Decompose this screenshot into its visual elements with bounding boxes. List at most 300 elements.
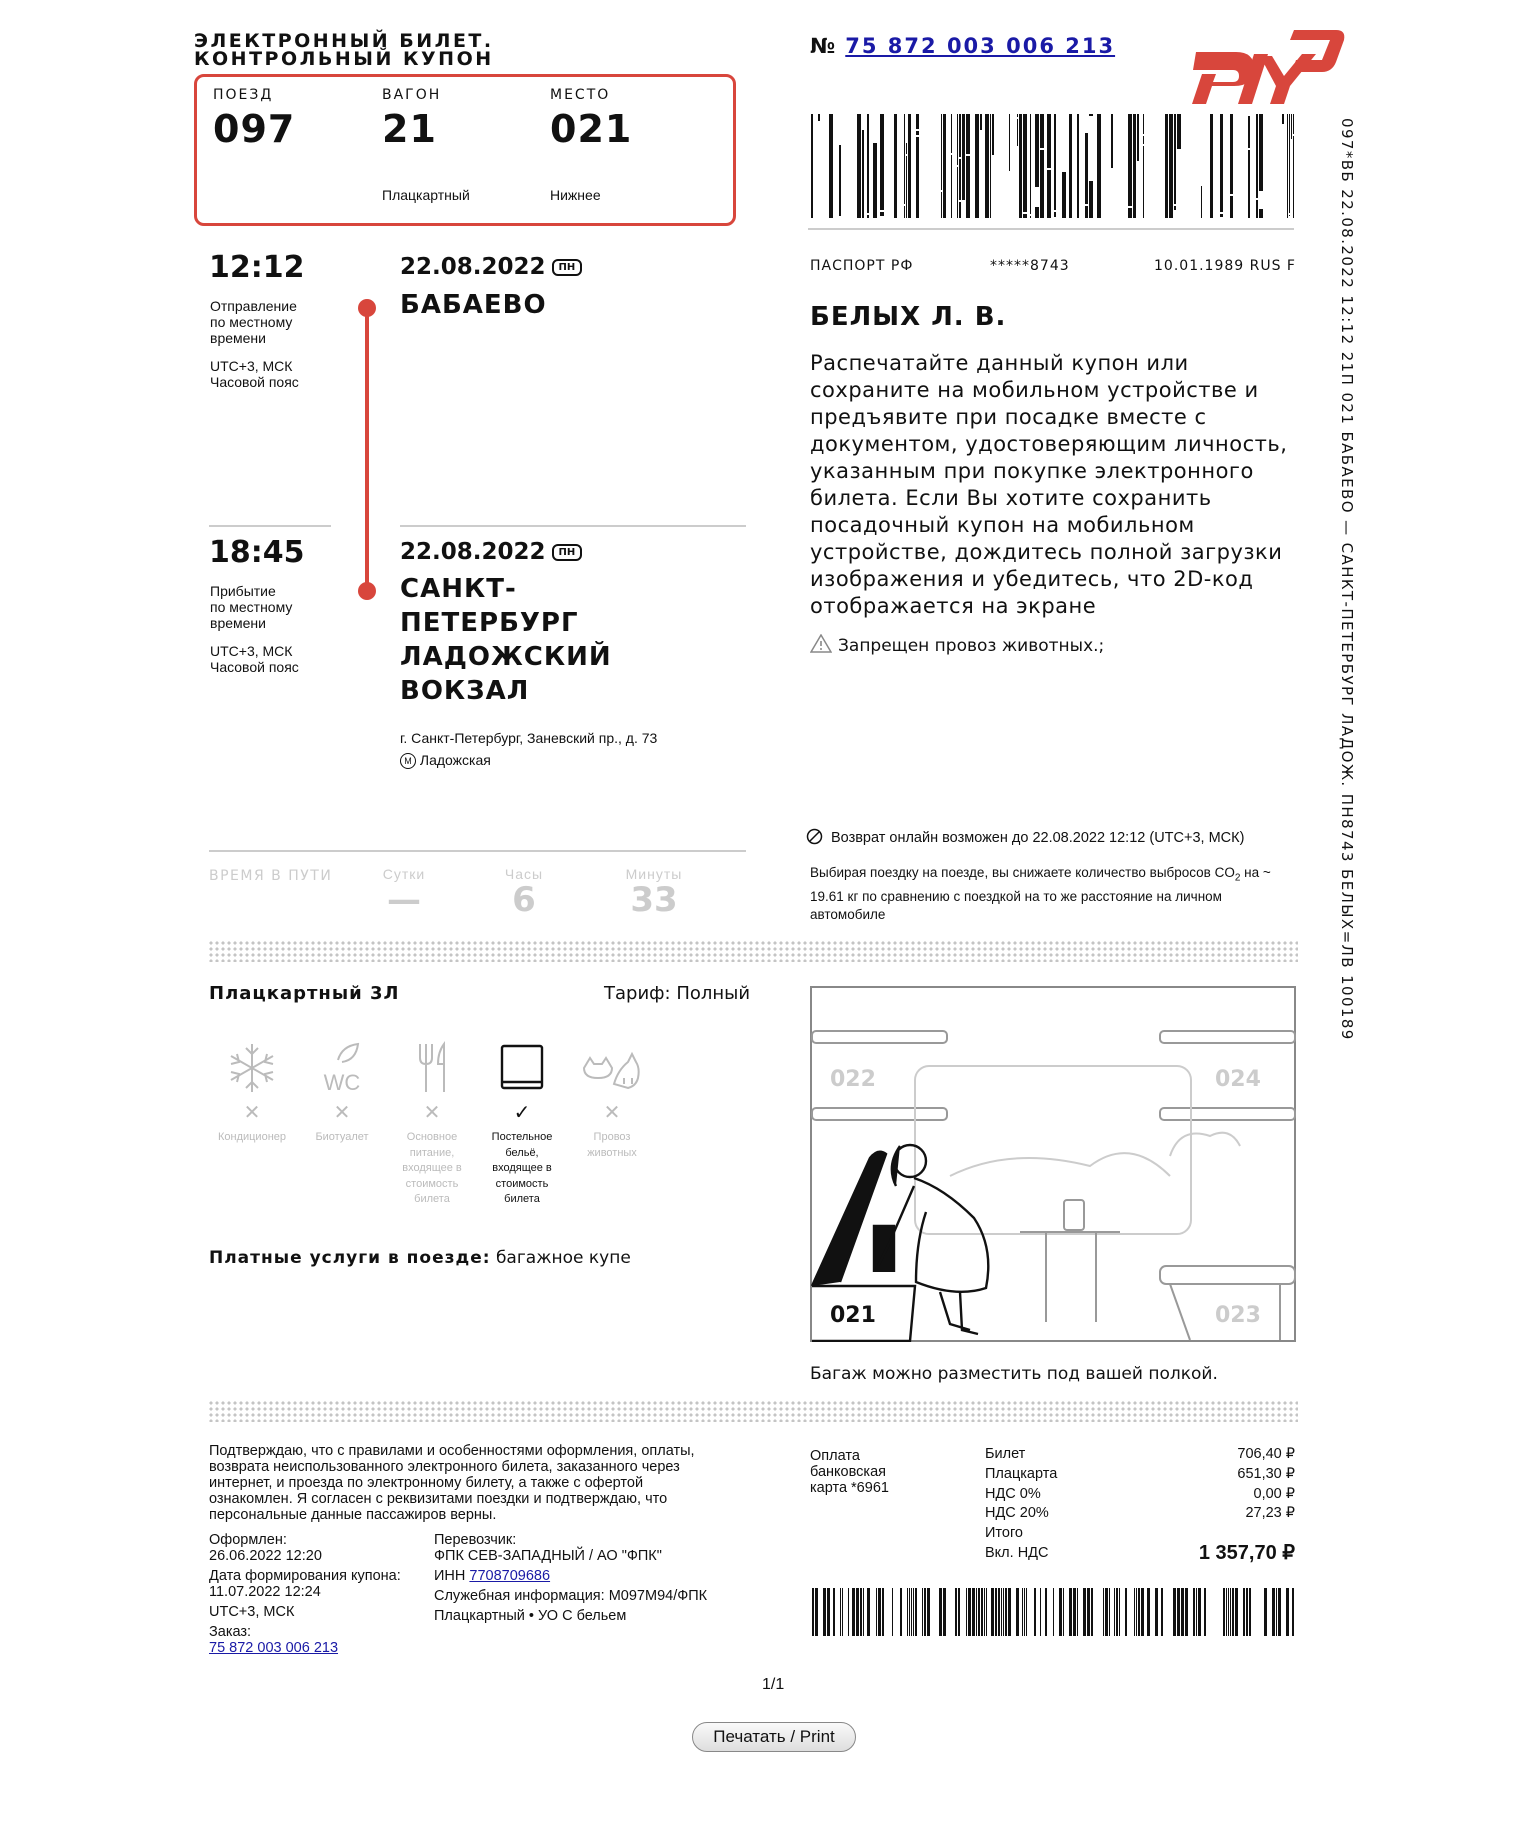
barcode-bar [1054, 212, 1056, 217]
ticket-number-link[interactable]: 75 872 003 006 213 [845, 34, 1116, 58]
barcode-bar [1133, 114, 1136, 218]
barcode-bar [1016, 1588, 1019, 1636]
barcode-bar [1141, 1588, 1144, 1636]
amenity-label: Постельное бельё, входящее в стоимость билета [491, 1131, 553, 1205]
amenity-status: ✕ [603, 1100, 621, 1124]
amenity-label: Основное питание, входящее в стоимость билета [402, 1131, 462, 1205]
total-label-2: Вкл. НДС [985, 1544, 1049, 1561]
barcode-bar [1008, 1588, 1011, 1636]
barcode-bar [1177, 114, 1181, 149]
barcode-bar [1035, 207, 1039, 218]
barcode-bar [990, 114, 991, 218]
minutes-label: Минуты [625, 866, 683, 882]
barcode-bar [1193, 1588, 1195, 1636]
barcode-bar [906, 143, 907, 154]
barcode-bar [1230, 196, 1233, 218]
no-refund-icon [806, 828, 823, 845]
amenity-status: ✕ [423, 1100, 441, 1124]
barcode-bar [998, 1588, 1000, 1636]
barcode-bar [1128, 114, 1132, 206]
car-block [382, 87, 441, 151]
amenity-label: Биотуалет [315, 1131, 369, 1143]
barcode-bar [1053, 1588, 1054, 1636]
travel-minutes [612, 866, 696, 918]
barcode-bar [1138, 1588, 1140, 1636]
barcode-bar [1023, 114, 1027, 212]
barcode-bar [1198, 1588, 1201, 1636]
departure-note: Отправление по местному времени [210, 298, 297, 346]
barcode-bar [941, 114, 942, 190]
barcode-bar [1278, 1588, 1281, 1636]
barcode-bar [1143, 136, 1144, 144]
barcode-bar [927, 1588, 930, 1636]
barcode-bar [1264, 1588, 1267, 1636]
barcode-bar [978, 1588, 980, 1636]
divider [209, 850, 746, 852]
barcode-bar [985, 114, 989, 218]
eco-text-2: на ~ 19.61 кг по сравнению с поездкой на то же расстояние на личном автомобиле [810, 865, 1271, 922]
price-value: 651,30 ₽ [1237, 1465, 1295, 1482]
seat-type: Нижнее [550, 187, 601, 203]
seat-022-label: 022 [830, 1067, 876, 1092]
service-info: Служебная информация: М097М94/ФПК [434, 1588, 708, 1604]
price-row-platzkart [985, 1465, 1295, 1485]
barcode-bar [1030, 216, 1031, 218]
wc-icon [316, 1040, 368, 1096]
barcode-bar [878, 1588, 881, 1636]
pets-icon [580, 1040, 644, 1096]
departure-date-text: 22.08.2022 [400, 254, 546, 280]
inn-row [434, 1568, 707, 1584]
barcode-bar [1293, 136, 1294, 218]
barcode-bar [991, 1588, 994, 1636]
hours-value: 6 [512, 880, 536, 920]
barcode-bar [900, 1588, 902, 1636]
barcode-bar [862, 130, 864, 218]
barcode-bar [1235, 1588, 1238, 1636]
barcode-bar [907, 1588, 908, 1636]
barcode-bar [840, 1588, 841, 1636]
barcode-bar [1181, 1588, 1184, 1636]
barcode-bar [1034, 1588, 1036, 1636]
barcode-bar [1232, 1588, 1234, 1636]
barcode-bar [972, 1588, 975, 1636]
barcode-bar [904, 114, 905, 204]
minutes-value: 33 [630, 880, 678, 920]
barcode-bar [966, 156, 970, 218]
2d-barcode [808, 114, 1294, 218]
barcode-bar [818, 114, 820, 121]
barcode-bar [856, 1588, 859, 1636]
barcode-bar [916, 131, 919, 135]
barcode-bar [1040, 114, 1044, 148]
barcode-bar [1111, 114, 1113, 168]
barcode-bar [1147, 1588, 1150, 1636]
barcode-bar [1073, 1588, 1076, 1636]
ticket-title: ЭЛЕКТРОННЫЙ БИЛЕТ. КОНТРОЛЬНЫЙ КУПОН [194, 30, 494, 70]
amenity-status: ✕ [243, 1100, 261, 1124]
barcode-bar [815, 1588, 818, 1636]
barcode-bar [924, 1588, 926, 1636]
barcode-bar [957, 114, 958, 165]
barcode-bar [1017, 114, 1018, 117]
barcode-bar [1023, 214, 1027, 218]
amenity-label: Кондиционер [217, 1131, 287, 1143]
barcode-bar [1125, 1588, 1127, 1636]
barcode-bar [1220, 114, 1223, 212]
barcode-bar [1289, 114, 1290, 213]
metro-name: Ладожская [419, 752, 491, 768]
barcode-bar [1230, 114, 1233, 194]
amenity-bedding [481, 1040, 563, 1208]
travel-days [362, 866, 446, 918]
price-label: НДС 20% [985, 1505, 1049, 1522]
barcode-bar [1291, 114, 1292, 139]
barcode-bar [1026, 1588, 1027, 1636]
svg-text:WC: WC [323, 1070, 361, 1095]
barcode-bar [1109, 1588, 1110, 1636]
barcode-bar [1174, 206, 1176, 210]
barcode-bar [867, 114, 869, 213]
arrival-dow-badge: ПН [552, 544, 583, 561]
barcode-bar [1017, 119, 1018, 146]
barcode-bar [1248, 116, 1250, 148]
barcode-bar [894, 114, 897, 218]
number-prefix: № [810, 34, 838, 58]
barcode-bar [1276, 1588, 1277, 1636]
animal-warning [810, 634, 1104, 656]
barcode-bar [823, 1588, 826, 1636]
issued-value: 26.06.2022 12:20 [209, 1548, 322, 1564]
ticket-number [810, 34, 1115, 58]
barcode-bar [909, 1588, 910, 1636]
issued-label: Оформлен: [209, 1532, 287, 1548]
barcode-bar [984, 1588, 985, 1636]
amenity-air-conditioning [211, 1040, 293, 1146]
amenity-meals [391, 1040, 473, 1208]
arrival-date [400, 539, 582, 565]
arrival-address: г. Санкт-Петербург, Заневский пр., д. 73 [400, 730, 658, 746]
barcode-bar [1019, 114, 1022, 218]
price-row-ticket [985, 1445, 1295, 1465]
car-class: Плацкартный 3Л [209, 983, 400, 1004]
departure-dow-badge: ПН [552, 259, 583, 276]
barcode-bar [1091, 1588, 1093, 1636]
travel-time-label: ВРЕМЯ В ПУТИ [209, 868, 333, 884]
arrival-dot [358, 582, 376, 600]
barcode-bar [992, 114, 994, 155]
seat-block [550, 87, 632, 151]
carrier-value: ФПК СЕВ-ЗАПАДНЫЙ / АО "ФПК" [434, 1548, 662, 1564]
barcode-bar [1105, 1588, 1108, 1636]
barcode-bar [1085, 133, 1088, 204]
price-row-vat20 [985, 1504, 1295, 1524]
barcode-bar [966, 114, 970, 154]
barcode-bar [1226, 1588, 1227, 1636]
metro-station [400, 752, 491, 769]
arrival-terminal-line1: ЛАДОЖСКИЙ [400, 642, 612, 672]
paid-services-value: багажное купе [495, 1248, 631, 1268]
fork-knife-icon [406, 1040, 458, 1096]
barcode-bar [1293, 114, 1294, 134]
hours-label: Часы [504, 866, 544, 882]
warning-text: Запрещен провоз животных.; [838, 636, 1105, 656]
barcode-bar [1248, 150, 1250, 218]
barcode-bar [1009, 114, 1010, 171]
total-label [985, 1524, 1048, 1564]
departure-station: БАБАЕВО [400, 290, 547, 320]
barcode-bar [829, 114, 833, 218]
barcode-bar [876, 1588, 877, 1636]
barcode-bar [916, 114, 919, 129]
coupon-date-label: Дата формирования купона: [209, 1568, 401, 1584]
dotted-separator [208, 1400, 1298, 1422]
barcode-bar [1077, 1588, 1078, 1636]
barcode-bar [913, 1588, 914, 1636]
barcode-bar [1119, 1588, 1120, 1636]
barcode-bar [1228, 1588, 1229, 1636]
seat-location-illustration [810, 986, 1296, 1342]
divider [400, 525, 746, 527]
travel-hours [482, 866, 566, 918]
doc-type: ПАСПОРТ РФ [810, 258, 914, 274]
barcode-bar [1040, 150, 1044, 218]
barcode-bar [1054, 114, 1056, 210]
total-value: 1 357,70 ₽ [1198, 1541, 1295, 1564]
barcode-bar [1069, 1588, 1072, 1636]
barcode-bar [1272, 1588, 1275, 1636]
barcode-bar [1022, 1588, 1023, 1636]
barcode-bar [882, 1588, 884, 1636]
coupon-date-value: 11.07.2022 12:24 [209, 1584, 321, 1600]
carrier-block [434, 1532, 707, 1624]
divider [808, 228, 1294, 230]
print-button[interactable]: Печатать / Print [692, 1722, 856, 1752]
days-label: Сутки [382, 866, 426, 882]
departure-time: 12:12 [209, 250, 305, 285]
barcode-bar [1223, 1588, 1225, 1636]
seat-023-label: 023 [1215, 1303, 1261, 1328]
barcode-bar [1134, 1588, 1135, 1636]
side-ticket-summary: 097*ВБ 22.08.2022 12:12 21П 021 БАБАЕВО — САНКТ-ПЕТЕРБУРГ ЛАДОЖ. ПН8743 БЕЛЫХ=ЛВ 100189 [1338, 118, 1356, 1041]
barcode-bar [1292, 1588, 1294, 1636]
page-number: 1/1 [762, 1676, 785, 1693]
barcode-bar [867, 1588, 870, 1636]
barcode-bar [1204, 1588, 1206, 1636]
train-number: 097 [213, 107, 296, 151]
barcode-bar [951, 114, 952, 153]
barcode-bar [1003, 1588, 1004, 1636]
departure-timezone: UTC+3, МСК Часовой пояс [210, 358, 299, 390]
arrival-time: 18:45 [209, 535, 305, 570]
seat-number: 021 [550, 107, 633, 151]
amenity-status: ✓ [513, 1100, 531, 1124]
arrival-date-text: 22.08.2022 [400, 539, 546, 565]
issued-block [209, 1532, 401, 1656]
barcode-bar [873, 143, 877, 218]
barcode-bar [1169, 114, 1173, 218]
barcode-bar [955, 1588, 957, 1636]
order-link[interactable]: 75 872 003 006 213 [209, 1640, 339, 1656]
rzd-logo [1176, 24, 1346, 106]
barcode-bar [848, 1588, 849, 1636]
barcode-bar [986, 1588, 987, 1636]
car-type: Плацкартный [382, 187, 470, 203]
snowflake-icon [226, 1040, 278, 1096]
inn-link[interactable]: 7708709686 [469, 1568, 551, 1584]
barcode-bar [1177, 1588, 1180, 1636]
barcode-bar [980, 114, 982, 130]
price-value: 706,40 ₽ [1237, 1446, 1295, 1462]
price-row-vat0 [985, 1485, 1295, 1505]
barcode-bar [968, 1588, 971, 1636]
barcode-bar [867, 215, 869, 218]
eco-sub: 2 [1234, 872, 1241, 884]
barcode-bar [863, 1588, 864, 1636]
warning-icon [810, 634, 832, 653]
barcode-bar [1035, 114, 1039, 187]
price-value: 27,23 ₽ [1245, 1505, 1295, 1522]
seat-024-label: 024 [1215, 1067, 1261, 1092]
amenity-pets [571, 1040, 653, 1161]
barcode-bar [1128, 208, 1132, 218]
barcode-bar [1282, 114, 1284, 124]
barcode-bar [1059, 1588, 1062, 1636]
barcode-bar [976, 1588, 977, 1636]
barcode-bar [908, 114, 911, 218]
barcode-bar [892, 1588, 893, 1636]
barcode-bar [957, 167, 958, 218]
barcode-bar [811, 114, 813, 218]
barcode-bar [1077, 114, 1079, 218]
linear-barcode [808, 1588, 1294, 1636]
eco-info [810, 864, 1300, 924]
barcode-bar [1030, 114, 1031, 214]
barcode-bar [904, 206, 905, 218]
arrival-timezone: UTC+3, МСК Часовой пояс [210, 643, 299, 675]
barcode-bar [1063, 1588, 1064, 1636]
barcode-bar [943, 114, 946, 218]
price-value: 0,00 ₽ [1253, 1485, 1295, 1502]
barcode-bar [857, 114, 861, 218]
arrival-terminal-line2: ВОКЗАЛ [400, 676, 530, 706]
payment-method: Оплата банковская карта *6961 [810, 1448, 889, 1496]
total-label-1: Итого [985, 1525, 1023, 1542]
arrival-station-line2: ПЕТЕРБУРГ [400, 608, 579, 638]
doc-number: *****8743 [990, 258, 1070, 274]
inn-label: ИНН [434, 1568, 466, 1584]
barcode-bar [951, 155, 952, 218]
barcode-bar [812, 1588, 814, 1636]
barcode-bar [1230, 1588, 1231, 1636]
paid-services [209, 1248, 631, 1268]
barcode-bar [1286, 1588, 1289, 1636]
barcode-bar [1174, 114, 1176, 204]
eco-text-1: Выбирая поездку на поезде, вы снижаете количество выбросов CO [810, 865, 1235, 880]
passenger-name: БЕЛЫХ Л. В. [810, 302, 1007, 332]
barcode-bar [1103, 1588, 1104, 1636]
barcode-bar [1097, 114, 1101, 218]
price-table [985, 1445, 1295, 1564]
carrier-label: Перевозчик: [434, 1532, 517, 1548]
barcode-bar [911, 1588, 912, 1636]
birth-info: 10.01.1989 RUS F [1154, 258, 1296, 274]
dotted-separator [208, 940, 1298, 962]
car-label: ВАГОН [382, 87, 442, 103]
barcode-bar [995, 1588, 997, 1636]
route-line [365, 306, 369, 590]
barcode-bar [1256, 114, 1258, 198]
barcode-bar [916, 137, 919, 218]
barcode-bar [1289, 215, 1290, 216]
barcode-bar [1287, 114, 1288, 218]
amenity-biotoilet [301, 1040, 383, 1146]
arrival-note: Прибытие по местному времени [210, 583, 293, 631]
barcode-bar [1114, 1588, 1115, 1636]
barcode-bar [852, 1588, 855, 1636]
barcode-bar [1155, 1588, 1158, 1636]
barcode-bar [839, 145, 841, 216]
price-label: Плацкарта [985, 1465, 1058, 1482]
barcode-bar [1249, 1588, 1251, 1636]
order-label: Заказ: [209, 1624, 252, 1640]
price-label: Билет [985, 1446, 1026, 1462]
barcode-bar [880, 212, 884, 216]
barcode-bar [1161, 1588, 1163, 1636]
arrival-station [400, 572, 612, 708]
agreement-text: Подтверждаю, что с правилами и особенностями оформления, оплаты, возврата неиспользованного электронного билета, заказанного через интернет, и проезда по электронному билету, а также с офертой ознакомлен. Я согласен с реквизитами поездки и подтверждаю, что персональные данные пассажиров верны. [209, 1443, 695, 1523]
barcode-bar [959, 159, 961, 200]
amenity-label: Провоз животных [587, 1131, 637, 1159]
barcode-bar [915, 1588, 917, 1636]
refund-text: Возврат онлайн возможен до 22.08.2022 12:12 (UTC+3, МСК) [831, 830, 1245, 846]
amenity-status: ✕ [333, 1100, 351, 1124]
barcode-bar [906, 156, 907, 218]
barcode-bar [1116, 1588, 1118, 1636]
barcode-bar [1047, 170, 1051, 218]
luggage-note: Багаж можно разместить под вашей полкой. [810, 1364, 1218, 1384]
barcode-bar [958, 1588, 960, 1636]
departure-dot [358, 299, 376, 317]
days-value: — [387, 880, 421, 920]
barcode-bar [1087, 1588, 1090, 1636]
train-info-box [194, 74, 736, 226]
barcode-bar [962, 114, 965, 200]
barcode-bar [939, 1588, 942, 1636]
barcode-bar [833, 1588, 835, 1636]
barcode-bar [941, 192, 942, 218]
train-label: ПОЕЗД [213, 87, 274, 103]
refund-info [806, 828, 1244, 846]
seat-label: МЕСТО [550, 87, 611, 103]
barcode-bar [1196, 1588, 1197, 1636]
tariff: Тариф: Полный [604, 983, 751, 1004]
car-number: 21 [382, 107, 437, 151]
barcode-bar [981, 1588, 983, 1636]
barcode-bar [1001, 1588, 1002, 1636]
barcode-bar [943, 1588, 946, 1636]
barcode-bar [827, 1588, 830, 1636]
barcode-bar [1137, 114, 1139, 161]
barcode-bar [1173, 1588, 1176, 1636]
barcode-bar [922, 1588, 923, 1636]
barcode-bar [1246, 1588, 1248, 1636]
barcode-bar [860, 1588, 862, 1636]
barcode-bar [1259, 209, 1263, 218]
barcode-bar [1136, 1588, 1137, 1636]
barcode-bar [1243, 1588, 1245, 1636]
bedding-icon [496, 1040, 548, 1096]
